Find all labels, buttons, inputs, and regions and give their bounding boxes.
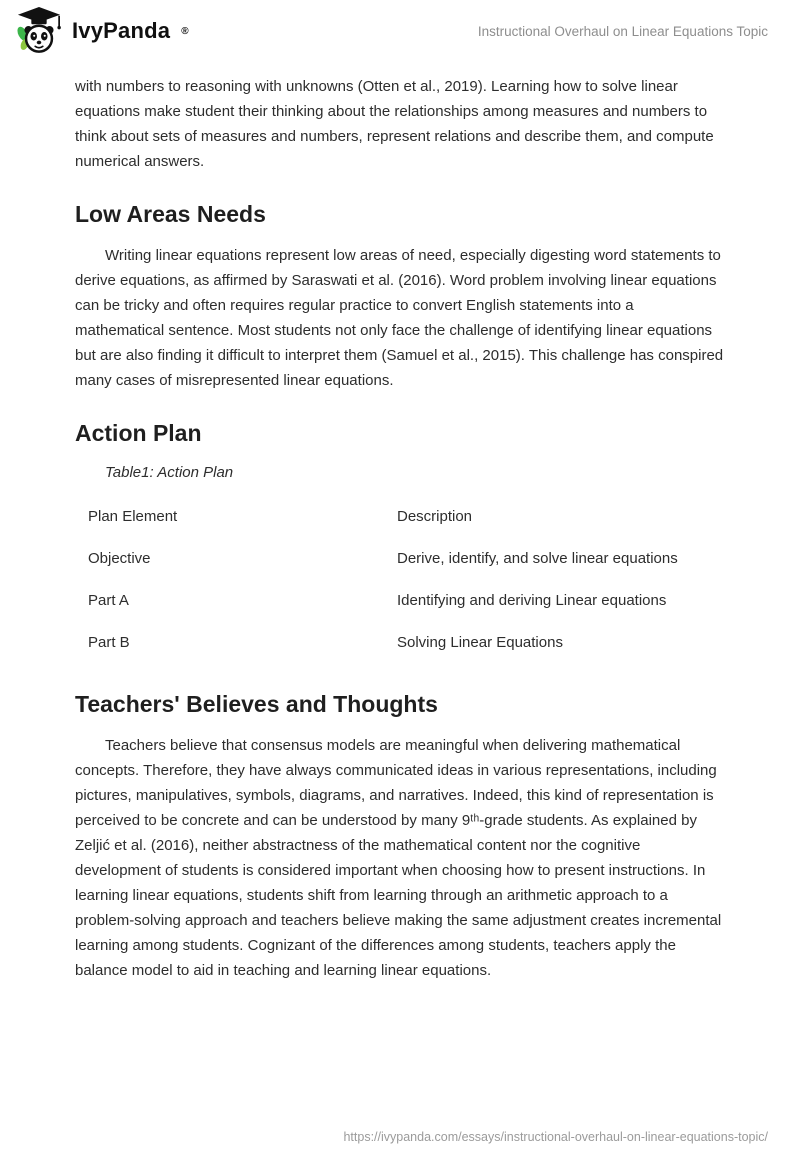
registered-trademark: ®	[181, 25, 189, 37]
paragraph-low-areas-needs: Writing linear equations represent low areas of need, especially digesting word statements to derive equations, as affirmed by Saraswati et al. (2016). Word problem involving linear equations can be tricky and often requires regular practice to convert English statements into a mathematical sentence. Most students not only face the challenge of identifying linear equations but are also finding it difficult to interpret them (Samuel et al., 2015). This challenge has conspired many cases of misrepresented linear equations.	[75, 247, 724, 389]
table-header-row	[75, 496, 725, 538]
table-cell-element: Part A	[88, 592, 129, 609]
ivypanda-panda-graduate-icon	[16, 6, 62, 56]
table-cell-element: Objective	[88, 550, 151, 567]
table-caption: Table1: Action Plan	[105, 464, 234, 481]
ivypanda-logo[interactable]	[16, 6, 189, 56]
table-row	[75, 538, 725, 580]
table-row	[75, 580, 725, 622]
table-cell-description: Identifying and deriving Linear equations	[397, 592, 667, 609]
table-cell-element: Part B	[88, 634, 130, 651]
document-body	[0, 62, 800, 983]
action-plan-table	[75, 496, 725, 664]
table-column-header-plan-element: Plan Element	[88, 508, 178, 525]
paragraph-intro: with numbers to reasoning with unknowns (Otten et al., 2019). Learning how to solve linear equations make student their thinking about the relationships among measures and numbers to think about sets of measures and numbers, represent relations and describe them, and compute numerical answers.	[75, 78, 714, 170]
heading-action-plan: Action Plan	[75, 420, 202, 446]
heading-teachers-believes: Teachers' Believes and Thoughts	[75, 691, 438, 717]
paragraph-teachers-believes: Teachers believe that consensus models are meaningful when delivering mathematical concepts. Therefore, they have always communicated ideas in various representations, including pictures, manipulatives, symbols, diagrams, and narratives. Indeed, this kind of representation is perceived to be concrete and can be understood by many 9ᵗʰ-grade students. As explained by Zeljić et al. (2016), neither abstractness of the mathematical content nor the cognitive development of students is considered important when choosing how to present instructions. In learning linear equations, students shift from learning through an arithmetic approach to a problem-solving approach and teachers believe making the same adjustment creates incremental learning among students. Cognizant of the differences among students, teachers apply the balance model to aid in teaching and learning linear equations.	[75, 737, 722, 979]
table-cell-description: Solving Linear Equations	[397, 634, 563, 651]
heading-low-areas-needs: Low Areas Needs	[75, 201, 266, 227]
source-url-link[interactable]: https://ivypanda.com/essays/instructional-overhaul-on-linear-equations-topic/	[343, 1130, 768, 1144]
brand-name: IvyPanda	[72, 18, 171, 43]
table-cell-description: Derive, identify, and solve linear equations	[397, 550, 678, 567]
table-column-header-description: Description	[397, 508, 473, 525]
table-row	[75, 622, 725, 664]
page-header	[0, 0, 800, 62]
document-title: Instructional Overhaul on Linear Equations Topic	[477, 23, 768, 39]
